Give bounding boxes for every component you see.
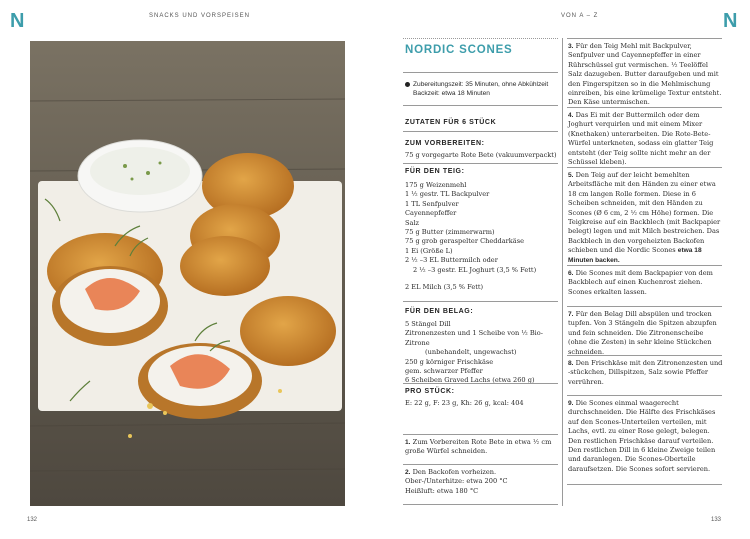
divider bbox=[403, 105, 558, 106]
prep-item: 75 g vorgegarte Rote Bete (vakuumverpackt) bbox=[405, 151, 557, 159]
step-text: Den Backofen vorheizen. bbox=[412, 468, 497, 476]
ingredient: Salz bbox=[405, 218, 420, 227]
divider bbox=[567, 306, 722, 307]
page-number-right: 133 bbox=[711, 517, 722, 523]
ingredient: 5 Stängel Dill bbox=[405, 320, 451, 328]
step-number: 1. bbox=[405, 439, 411, 446]
ingredient: gem. schwarzer Pfeffer bbox=[405, 367, 483, 376]
scones-illustration bbox=[30, 41, 345, 506]
step-number: 6. bbox=[568, 270, 574, 277]
divider bbox=[567, 395, 722, 396]
step-1 bbox=[405, 438, 557, 457]
step-number: 9. bbox=[568, 400, 574, 407]
column-rule bbox=[562, 38, 563, 506]
brand-logo-right: N bbox=[723, 10, 738, 32]
divider bbox=[403, 464, 558, 465]
divider bbox=[567, 38, 722, 39]
step-text: Das Ei mit der Buttermilch oder dem Joghurt verquirlen und mit einem Mixer (Knethaken) unterarbeiten. Die Rote-Bete-Würfel unterkneten, sodass ein glatter Teig entsteht (der Teig sollte nicht mehr an der Schüssel kleben). bbox=[568, 111, 714, 167]
topping-heading: FÜR DEN BELAG: bbox=[405, 308, 474, 315]
oven-setting: Heißluft: etwa 180 °C bbox=[405, 486, 479, 495]
ingredient: 1 ½ gestr. TL Backpulver bbox=[405, 190, 490, 199]
nutrition-values: E: 22 g, F: 23 g, Kh: 26 g, kcal: 404 bbox=[405, 399, 524, 407]
ingredient: 2 EL Milch (3,5 % Fett) bbox=[405, 283, 484, 292]
step-text: Die Scones mit dem Backpapier von dem Backblech auf einen Kuchenrost ziehen. Scones erkalten lassen. bbox=[568, 269, 713, 296]
ingredient: Zitronenzesten und 1 Scheibe von ½ Bio-Zitrone bbox=[405, 329, 543, 347]
step-3 bbox=[568, 42, 723, 108]
ingredient: 2 ½ –3 EL Buttermilch oder bbox=[405, 256, 498, 265]
step-text: Den Frischkäse mit den Zitronenzesten und -stückchen, Dillspitzen, Salz sowie Pfeffer verrühren. bbox=[568, 359, 723, 386]
step-text: Für den Belag Dill abspülen und trocken tupfen. Von 3 Stängeln die Spitzen abzupfen und fein schneiden. Die Zitronenscheibe (ohne die Zesten) in sehr kleine Stückchen schneiden. bbox=[568, 310, 717, 356]
ingredient: Cayennepfeffer bbox=[405, 209, 457, 218]
recipe-title: NORDIC SCONES bbox=[405, 44, 513, 56]
step-text: Den Teig auf der leicht bemehlten Arbeitsfläche mit den Händen zu einer etwa 18 cm langen Rolle formen. Diese in 6 Scheiben schneiden, mit den Händen zu Scones (Ø 6 cm, 2 ½ cm Höhe) formen. Die Teigkreise auf ein Backblech (mit Backpapier belegt) legen und mit Milch bestreichen. Das Backblech in den vorgeheizten Backofen schieben und die Nordic Scones bbox=[568, 171, 721, 255]
step-number: 5. bbox=[568, 172, 574, 179]
divider bbox=[567, 265, 722, 266]
ingredient: 6 Scheiben Graved Lachs (etwa 260 g) bbox=[405, 376, 535, 385]
step-text: Die Scones einmal waagerecht durchschneiden. Die Hälfte des Frischkäses auf den Scones-Unterteilen verteilen, mit Lachs, evtl. zu einer Rose gelegt, belegen. Den restlichen Frischkäse darauf verteilen. Den restlichen Dill in 6 kleine Zweige teilen und daranlegen. Die Scones-Oberteile daraufsetzen. Die Scones sofort servieren. bbox=[568, 399, 716, 473]
step-2 bbox=[405, 468, 557, 496]
ingredient: 175 g Weizenmehl bbox=[405, 181, 467, 189]
ingredient: 75 g grob geraspelter Cheddarkäse bbox=[405, 237, 525, 246]
ingredient: 250 g körniger Frischkäse bbox=[405, 357, 494, 366]
step-4 bbox=[568, 111, 723, 167]
step-7 bbox=[568, 310, 723, 357]
step-number: 2. bbox=[405, 469, 411, 476]
step-bold: etwa 18 Minuten backen. bbox=[568, 247, 702, 264]
page-number-left: 132 bbox=[27, 517, 38, 523]
divider bbox=[403, 38, 558, 39]
servings-heading: ZUTATEN FÜR 6 STÜCK bbox=[405, 119, 497, 126]
step-number: 3. bbox=[568, 43, 574, 50]
oven-setting: Ober-/Unterhitze: etwa 200 °C bbox=[405, 477, 508, 486]
divider bbox=[403, 163, 558, 164]
divider bbox=[567, 484, 722, 485]
prep-heading: ZUM VORBEREITEN: bbox=[405, 140, 485, 147]
step-text: Zum Vorbereiten Rote Bete in etwa ½ cm große Würfel schneiden. bbox=[405, 438, 552, 456]
clock-icon bbox=[405, 82, 410, 87]
step-number: 8. bbox=[568, 360, 574, 367]
divider bbox=[567, 107, 722, 108]
divider bbox=[567, 355, 722, 356]
dough-list bbox=[405, 181, 560, 292]
ingredient: 1 TL Senfpulver bbox=[405, 199, 459, 208]
step-6 bbox=[568, 269, 723, 297]
step-8 bbox=[568, 359, 723, 387]
ingredient: 2 ½ –3 gestr. EL Joghurt (3,5 % Fett) bbox=[413, 265, 537, 274]
divider bbox=[403, 72, 558, 73]
divider bbox=[403, 504, 558, 505]
step-number: 7. bbox=[568, 311, 574, 318]
ingredient: (unbehandelt, ungewachst) bbox=[425, 348, 517, 357]
divider bbox=[403, 301, 558, 302]
divider bbox=[403, 383, 558, 384]
divider bbox=[567, 167, 722, 168]
step-5 bbox=[568, 171, 723, 265]
topping-list bbox=[405, 320, 560, 386]
bake-time: Backzeit: etwa 18 Minuten bbox=[413, 90, 490, 98]
running-header-left: SNACKS UND VORSPEISEN bbox=[149, 13, 251, 19]
running-header-right: VON A – Z bbox=[561, 13, 599, 19]
time-info bbox=[405, 80, 560, 99]
step-9 bbox=[568, 399, 723, 474]
nutrition-heading: PRO STÜCK: bbox=[405, 388, 455, 395]
prep-time: Zubereitungszeit: 35 Minuten, ohne Abkühlzeit bbox=[413, 81, 549, 88]
ingredient: 75 g Butter (zimmerwarm) bbox=[405, 228, 495, 237]
step-text: Für den Teig Mehl mit Backpulver, Senfpulver und Cayennepfeffer in einer Rührschüssel gut vermischen. ½ Teelöffel Salz dazugeben. Butter daraufgeben und mit den Fingerspitzen so in die Mehlmischung einreiben, bis eine krümelige Textur entsteht. Den Käse untermischen. bbox=[568, 42, 722, 107]
divider bbox=[403, 131, 558, 132]
ingredient: 1 Ei (Größe L) bbox=[405, 246, 453, 255]
recipe-photo bbox=[30, 41, 345, 506]
divider bbox=[403, 434, 558, 435]
brand-logo-left: N bbox=[10, 10, 25, 32]
dough-heading: FÜR DEN TEIG: bbox=[405, 168, 465, 175]
step-number: 4. bbox=[568, 112, 574, 119]
